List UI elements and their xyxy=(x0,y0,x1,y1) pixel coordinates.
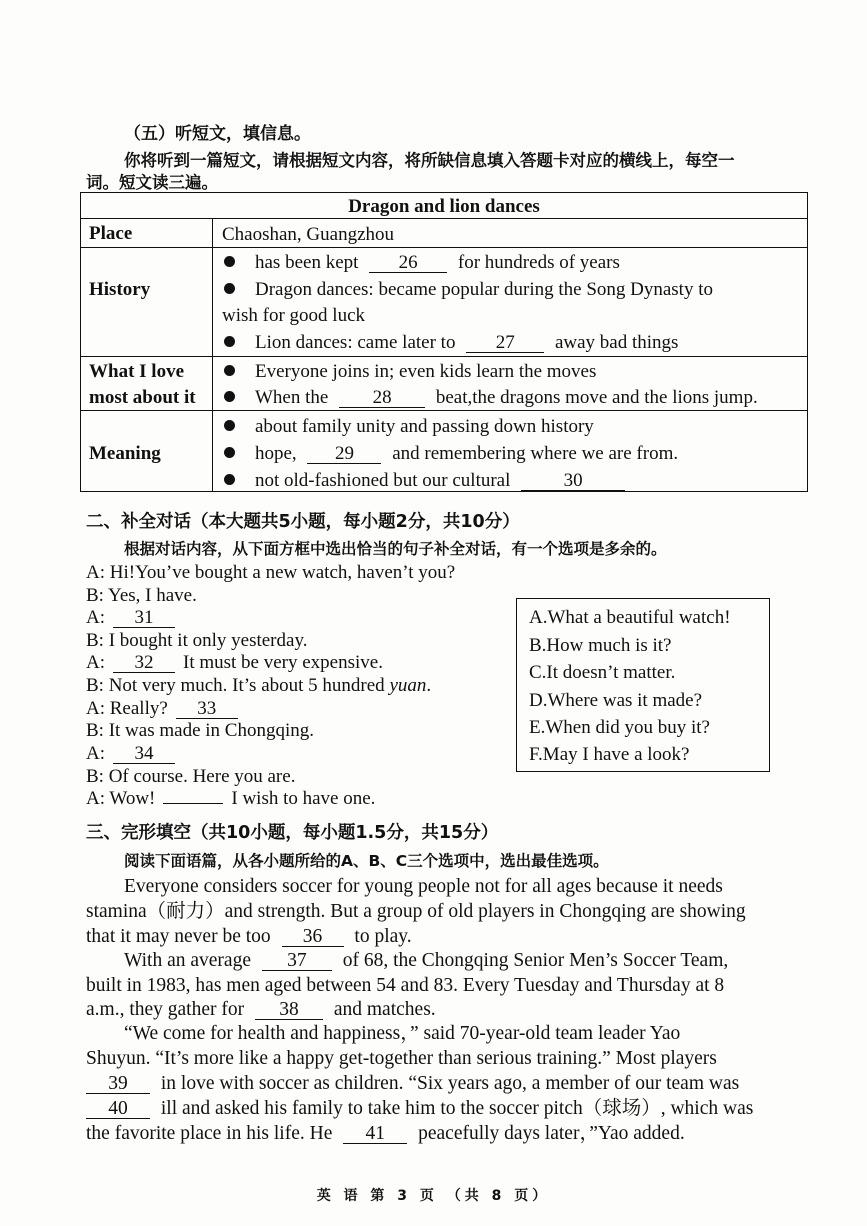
dialogue-line: A: 31 xyxy=(86,607,183,629)
section-instructions-cont: 词。短文读三遍。 xyxy=(86,173,218,192)
history-item: Dragon dances: became popular during the Song Dynasty to xyxy=(224,279,713,301)
love-item: Everyone joins in; even kids learn the moves xyxy=(224,361,596,383)
dialogue-blank[interactable]: 33 xyxy=(176,700,238,719)
bullet-icon xyxy=(224,256,235,267)
blank-30[interactable]: 30 xyxy=(521,472,625,491)
options-box xyxy=(516,598,770,772)
part2-instructions: 根据对话内容，从下面方框中选出恰当的句子补全对话，有一个选项是多余的。 xyxy=(124,540,667,558)
option-f: F.May I have a look? xyxy=(529,744,690,765)
dialogue-line: B: Yes, I have. xyxy=(86,585,197,606)
blank-40[interactable]: 40 xyxy=(86,1100,150,1119)
cloze-text: Shuyun. “It’s more like a happy get-together than serious training.” Most players xyxy=(86,1048,717,1069)
dialogue-line: B: Of course. Here you are. xyxy=(86,766,296,787)
table-caption: Dragon and lion dances xyxy=(348,196,540,217)
cloze-text: With an average 37 of 68, the Chongqing Senior Men’s Soccer Team, xyxy=(124,950,729,971)
cloze-text: 40 ill and asked his family to take him to the soccer pitch（球场）, which was xyxy=(86,1098,753,1120)
history-item-cont: wish for good luck xyxy=(222,305,366,326)
place-label: Place xyxy=(89,223,133,244)
dialogue-line: B: Not very much. It’s about 5 hundred yuan. xyxy=(86,675,432,696)
place-value: Chaoshan, Guangzhou xyxy=(222,224,395,245)
meaning-item: about family unity and passing down history xyxy=(224,416,594,438)
option-e: E.When did you buy it? xyxy=(529,717,710,738)
cloze-text: Everyone considers soccer for young people not for all ages because it needs xyxy=(124,876,723,897)
bullet-icon xyxy=(224,474,235,485)
dialogue-line: A: Wow! I wish to have one. xyxy=(86,788,376,809)
meaning-item: not old-fashioned but our cultural 30 xyxy=(224,470,631,492)
part3-title: 三、完形填空（共10小题，每小题1.5分，共15分） xyxy=(86,823,499,843)
blank-38[interactable]: 38 xyxy=(255,1001,323,1020)
dialogue-line: A: Hi!You’ve bought a new watch, haven’t you? xyxy=(86,562,456,583)
option-a: A.What a beautiful watch! xyxy=(529,607,731,628)
dialogue-line: B: I bought it only yesterday. xyxy=(86,630,308,651)
info-table xyxy=(80,192,808,492)
page-footer: 英 语 第 3 页 （共 8 页） xyxy=(316,1188,551,1204)
bullet-icon xyxy=(224,336,235,347)
part3-instructions: 阅读下面语篇，从各小题所给的A、B、C三个选项中，选出最佳选项。 xyxy=(124,852,609,870)
section-title: （五）听短文，填信息。 xyxy=(124,124,311,144)
blank-41[interactable]: 41 xyxy=(343,1125,407,1144)
dialogue-line: B: It was made in Chongqing. xyxy=(86,720,314,741)
love-item: When the 28 beat,the dragons move and the lions jump. xyxy=(224,387,758,409)
part2-title: 二、补全对话（本大题共5小题，每小题2分，共10分） xyxy=(86,512,520,532)
option-d: D.Where was it made? xyxy=(529,690,703,711)
blank-37[interactable]: 37 xyxy=(262,952,332,971)
dialogue-blank[interactable]: 32 xyxy=(113,654,175,673)
cloze-text: “We come for health and happiness，” said 70-year-old team leader Yao xyxy=(124,1023,681,1044)
cloze-text: built in 1983, has men aged between 54 and 83. Every Tuesday and Thursday at 8 xyxy=(86,975,725,996)
history-item: has been kept 26 for hundreds of years xyxy=(224,252,620,274)
blank-29[interactable]: 29 xyxy=(307,445,381,464)
dialogue-blank[interactable]: 31 xyxy=(113,609,175,628)
blank-27[interactable]: 27 xyxy=(466,334,544,353)
cloze-text: stamina（耐力）and strength. But a group of old players in Chongqing are showing xyxy=(86,901,746,922)
cloze-text: 39 in love with soccer as children. “Six years ago, a member of our team was xyxy=(86,1073,739,1095)
bullet-icon xyxy=(224,420,235,431)
history-item: Lion dances: came later to 27 away bad things xyxy=(224,332,678,354)
cloze-text: a.m., they gather for 38 and matches. xyxy=(86,999,436,1020)
section-instructions: 你将听到一篇短文，请根据短文内容，将所缺信息填入答题卡对应的横线上，每空一 xyxy=(124,151,735,170)
blank-36[interactable]: 36 xyxy=(282,928,344,947)
bullet-icon xyxy=(224,283,235,294)
dialogue-blank[interactable]: 34 xyxy=(113,745,175,764)
option-b: B.How much is it? xyxy=(529,635,672,656)
love-label: What I love xyxy=(89,361,184,382)
love-label-cont: most about it xyxy=(89,387,196,408)
dialogue-line: A: 34 xyxy=(86,743,183,765)
blank-28[interactable]: 28 xyxy=(339,389,425,408)
blank-26[interactable]: 26 xyxy=(369,254,447,273)
dialogue-blank[interactable] xyxy=(163,803,223,804)
meaning-item: hope, 29 and remembering where we are from. xyxy=(224,443,678,465)
cloze-text: that it may never be too 36 to play. xyxy=(86,926,412,947)
bullet-icon xyxy=(224,365,235,376)
bullet-icon xyxy=(224,391,235,402)
history-label: History xyxy=(89,279,151,300)
bullet-icon xyxy=(224,447,235,458)
option-c: C.It doesn’t matter. xyxy=(529,662,676,683)
blank-39[interactable]: 39 xyxy=(86,1075,150,1094)
meaning-label: Meaning xyxy=(89,443,161,464)
cloze-text: the favorite place in his life. He 41 peacefully days later，”Yao added. xyxy=(86,1123,685,1144)
dialogue-line: A: Really? 33 xyxy=(86,698,246,720)
dialogue-line: A: 32 It must be very expensive. xyxy=(86,652,383,673)
